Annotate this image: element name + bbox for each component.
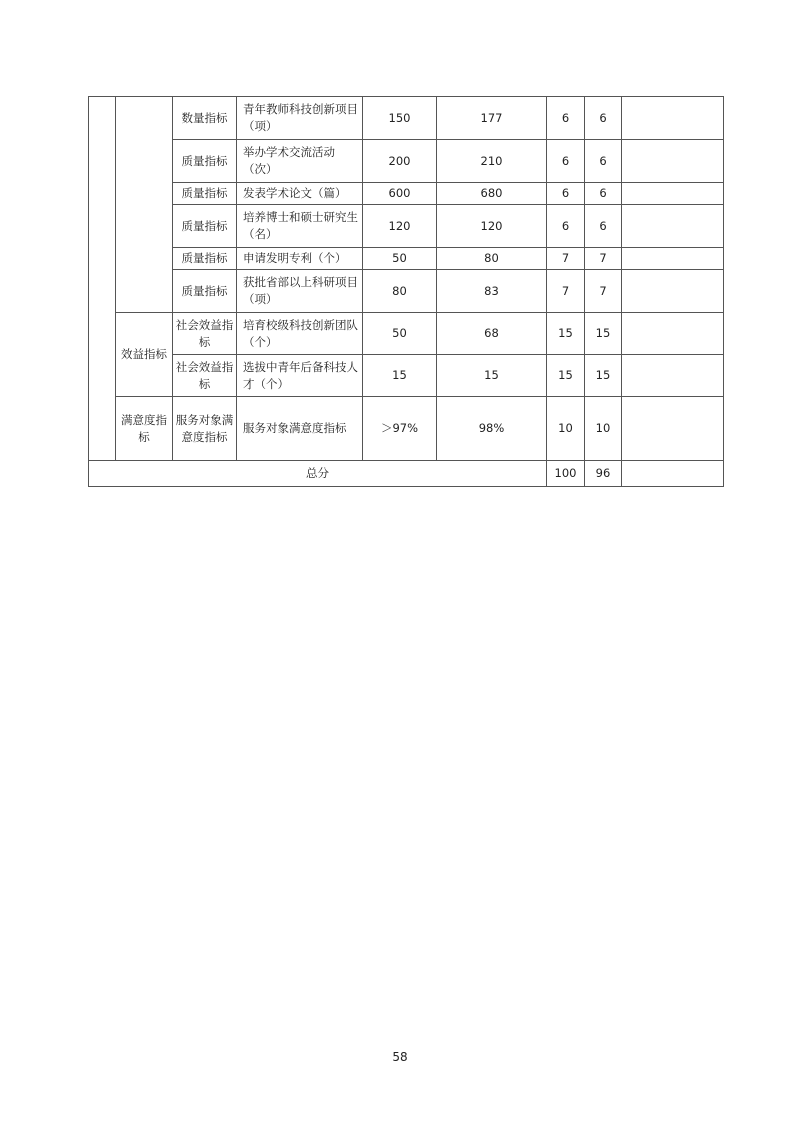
- score-value: 10: [585, 397, 622, 461]
- score-value: 6: [585, 140, 622, 183]
- indicator-item: 培养博士和硕士研究生（名）: [237, 205, 363, 248]
- weight-value: 6: [547, 205, 585, 248]
- weight-value: 7: [547, 270, 585, 313]
- indicator-item: 服务对象满意度指标: [237, 397, 363, 461]
- third-level-indicator: 质量指标: [173, 140, 237, 183]
- target-value: 600: [363, 183, 437, 205]
- note-cell: [622, 313, 724, 355]
- actual-value: 680: [437, 183, 547, 205]
- performance-indicator-table: [88, 96, 724, 487]
- third-level-indicator: 质量指标: [173, 270, 237, 313]
- total-score: 96: [585, 461, 622, 487]
- score-value: 6: [585, 183, 622, 205]
- weight-value: 10: [547, 397, 585, 461]
- total-row: [89, 461, 724, 487]
- score-value: 7: [585, 270, 622, 313]
- target-value: 200: [363, 140, 437, 183]
- score-value: 6: [585, 97, 622, 140]
- indicator-item: 发表学术论文（篇）: [237, 183, 363, 205]
- indicator-item: 培育校级科技创新团队（个）: [237, 313, 363, 355]
- total-label: 总分: [89, 461, 547, 487]
- third-level-indicator: 社会效益指标: [173, 313, 237, 355]
- total-note: [622, 461, 724, 487]
- score-value: 6: [585, 205, 622, 248]
- note-cell: [622, 270, 724, 313]
- page-number: 58: [392, 1050, 408, 1064]
- table-row: [89, 270, 724, 313]
- table-row: [89, 397, 724, 461]
- indicator-item: 获批省部以上科研项目（项）: [237, 270, 363, 313]
- indicator-item: 选拔中青年后备科技人才（个）: [237, 355, 363, 397]
- score-value: 7: [585, 248, 622, 270]
- second-level-indicator-benefit: 效益指标: [116, 313, 173, 397]
- actual-value: 68: [437, 313, 547, 355]
- actual-value: 210: [437, 140, 547, 183]
- weight-value: 6: [547, 97, 585, 140]
- table-row: [89, 97, 724, 140]
- weight-value: 15: [547, 355, 585, 397]
- target-value: 120: [363, 205, 437, 248]
- note-cell: [622, 183, 724, 205]
- third-level-indicator: 社会效益指标: [173, 355, 237, 397]
- table-row: [89, 183, 724, 205]
- indicator-item: 举办学术交流活动（次）: [237, 140, 363, 183]
- weight-value: 15: [547, 313, 585, 355]
- note-cell: [622, 97, 724, 140]
- target-value: 50: [363, 313, 437, 355]
- actual-value: 80: [437, 248, 547, 270]
- note-cell: [622, 355, 724, 397]
- indicator-item: 申请发明专利（个）: [237, 248, 363, 270]
- weight-value: 6: [547, 140, 585, 183]
- third-level-indicator: 数量指标: [173, 97, 237, 140]
- note-cell: [622, 397, 724, 461]
- second-level-indicator-satisfaction: 满意度指标: [116, 397, 173, 461]
- score-value: 15: [585, 355, 622, 397]
- note-cell: [622, 248, 724, 270]
- table-row: [89, 205, 724, 248]
- third-level-indicator: 质量指标: [173, 205, 237, 248]
- weight-value: 6: [547, 183, 585, 205]
- note-cell: [622, 205, 724, 248]
- third-level-indicator: 质量指标: [173, 248, 237, 270]
- score-value: 15: [585, 313, 622, 355]
- target-value: ＞97%: [363, 397, 437, 461]
- actual-value: 15: [437, 355, 547, 397]
- target-value: 150: [363, 97, 437, 140]
- actual-value: 177: [437, 97, 547, 140]
- table-row: [89, 355, 724, 397]
- actual-value: 83: [437, 270, 547, 313]
- actual-value: 120: [437, 205, 547, 248]
- second-level-indicator-output: [116, 97, 173, 313]
- table-row: [89, 140, 724, 183]
- weight-value: 7: [547, 248, 585, 270]
- target-value: 15: [363, 355, 437, 397]
- indicator-item: 青年教师科技创新项目（项）: [237, 97, 363, 140]
- third-level-indicator: 质量指标: [173, 183, 237, 205]
- table-row: [89, 313, 724, 355]
- third-level-indicator: 服务对象满意度指标: [173, 397, 237, 461]
- note-cell: [622, 140, 724, 183]
- target-value: 80: [363, 270, 437, 313]
- first-level-indicator-cell: [89, 97, 116, 461]
- table-row: [89, 248, 724, 270]
- actual-value: 98%: [437, 397, 547, 461]
- total-weight: 100: [547, 461, 585, 487]
- target-value: 50: [363, 248, 437, 270]
